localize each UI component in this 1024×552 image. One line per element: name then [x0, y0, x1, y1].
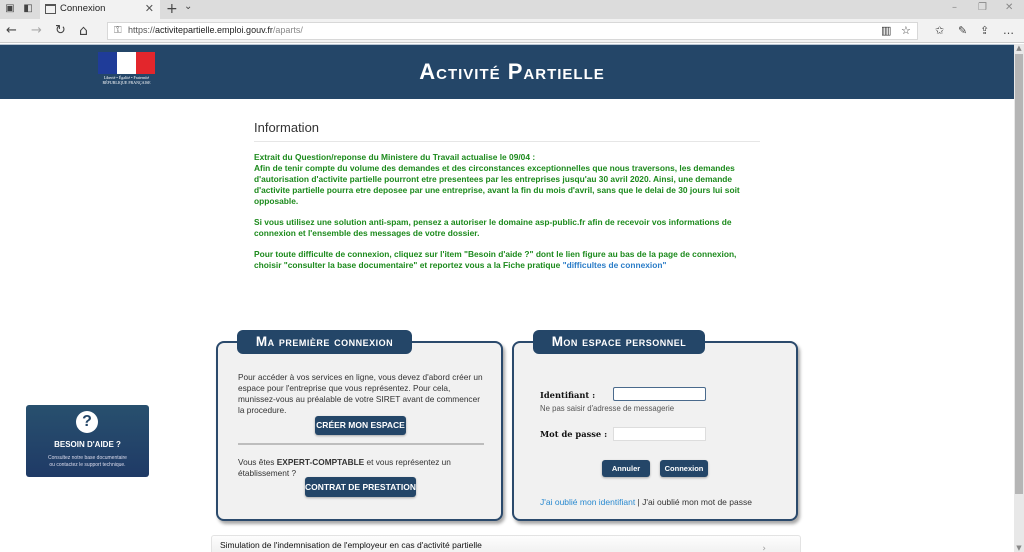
reading-view-icon[interactable]: ▥ [881, 24, 892, 37]
window-close-icon[interactable]: ✕ [1005, 2, 1014, 13]
browser-tab-connexion[interactable] [40, 0, 160, 19]
tab-actions-icon[interactable]: ▣ [5, 3, 15, 14]
lock-icon: ⚿ [114, 25, 122, 36]
cancel-button[interactable]: Annuler [602, 460, 650, 477]
tab-title: Connexion [60, 3, 106, 14]
password-label: Mot de passe : [540, 429, 608, 439]
help-title: BESOIN D'AIDE ? [54, 440, 121, 449]
expert-accountant-text: Vous êtes EXPERT-COMPTABLE et vous représentez un établissement ? [238, 457, 451, 478]
personal-space-panel [512, 334, 798, 521]
pen-icon[interactable]: ✎ [958, 24, 968, 37]
logo-republic: RÉPUBLIQUE FRANÇAISE [102, 80, 151, 85]
info-paragraph-3: Pour toute difficulte de connexion, cliquez sur l'item "Besoin d'aide ?" dont le lien figure au bas de la page de connexion, choisir "consulter la base documentaire" et reportez vous a la Fiche pratique "difficultes de connexion" [254, 249, 737, 270]
forward-icon[interactable]: → [31, 23, 42, 38]
restore-icon[interactable]: ❐ [978, 2, 987, 13]
connection-difficulties-link[interactable]: "difficultes de connexion" [562, 260, 667, 270]
scroll-up-icon[interactable]: ▲ [1016, 44, 1022, 52]
identifiant-input[interactable] [613, 387, 706, 401]
divider [238, 443, 484, 445]
page-scrollbar[interactable] [1014, 44, 1024, 552]
chevron-right-icon: › [762, 544, 766, 552]
first-connection-title: Ma première connexion [237, 330, 412, 354]
share-icon[interactable]: ⇪ [980, 24, 990, 37]
favorite-star-icon[interactable]: ☆ [901, 24, 911, 37]
minimize-icon[interactable]: – [952, 2, 957, 13]
scrollbar-thumb[interactable] [1015, 54, 1023, 494]
password-input[interactable] [613, 427, 706, 441]
page-content [0, 44, 1014, 552]
information-section [254, 120, 760, 271]
forgot-identifiant-link[interactable]: J'ai oublié mon identifiant [540, 497, 636, 507]
home-icon[interactable]: ⌂ [79, 23, 88, 39]
scroll-down-icon[interactable]: ▼ [1016, 544, 1022, 552]
first-connection-text: Pour accéder à vos services en ligne, vous devez d'abord créer un espace pour l'entreprise que vous représentez. Pour cela, munissez-vous au préalable de votre SIRET avant de commencer la procedure. [238, 372, 483, 415]
close-tab-icon[interactable]: ✕ [144, 2, 154, 15]
create-space-button[interactable]: CRÉER MON ESPACE [315, 416, 406, 435]
info-paragraph-1: Extrait du Question/reponse du Ministere du Travail actualise le 09/04 : Afin de tenir compte du volume des demandes et des circonstances exceptionnelles que nous traversons, les demandes d'autorisation d'activite partielle pourront etre presentees par les entreprises jusqu'au 30 avril 2020. Ainsi, une demande d'activite partielle pourra etre deposee par une entreprise, avant la fin du mois d'avril, sans que le delai de 30 jours lui soit opposable. [254, 152, 740, 206]
question-mark-icon: ? [76, 411, 98, 433]
logo-motto: Liberté • Égalité • Fraternité [103, 75, 150, 80]
service-contract-button[interactable]: CONTRAT DE PRESTATION [305, 477, 416, 497]
help-widget[interactable] [26, 405, 149, 477]
information-title: Information [254, 120, 760, 142]
info-paragraph-2: Si vous utilisez une solution anti-spam, pensez a autoriser le domaine asp-public.fr afin de recevoir vos informations de connexion et l'ensemble des messages de votre dossier. [254, 217, 732, 238]
address-bar[interactable] [107, 22, 918, 40]
simulation-link[interactable] [211, 535, 801, 552]
more-icon[interactable]: … [1003, 24, 1014, 37]
identifiant-label: Identifiant : [540, 390, 596, 400]
back-icon[interactable]: ← [6, 23, 17, 38]
set-aside-tabs-icon[interactable]: ◧ [23, 3, 33, 14]
favorites-list-icon[interactable]: ✩ [935, 24, 945, 37]
personal-space-title: Mon espace personnel [533, 330, 705, 354]
help-subtitle: Consultez notre base documentaire ou contactez le support technique. [48, 455, 127, 468]
simulation-label: Simulation de l'indemnisation de l'employeur en cas d'activité partielle [220, 540, 482, 550]
forgot-password-link[interactable]: J'ai oublié mon mot de passe [642, 497, 752, 507]
tab-list-chevron-icon[interactable]: ⌄ [184, 1, 193, 12]
browser-nav-bar [0, 19, 1024, 43]
first-connection-panel [216, 334, 503, 521]
page-icon [45, 4, 56, 14]
new-tab-icon[interactable]: + [166, 1, 178, 17]
browser-tab-bar [0, 0, 1024, 19]
login-button[interactable]: Connexion [660, 460, 708, 477]
site-header [0, 44, 1014, 99]
identifiant-hint: Ne pas saisir d'adresse de messagerie [540, 404, 675, 413]
refresh-icon[interactable]: ↻ [55, 23, 66, 38]
forgot-links: J'ai oublié mon identifiant | J'ai oublié mon mot de passe [540, 497, 752, 507]
site-title: Activité Partielle [419, 59, 605, 84]
url-text[interactable]: https://activitepartielle.emploi.gouv.fr/aparts/ [128, 25, 303, 35]
